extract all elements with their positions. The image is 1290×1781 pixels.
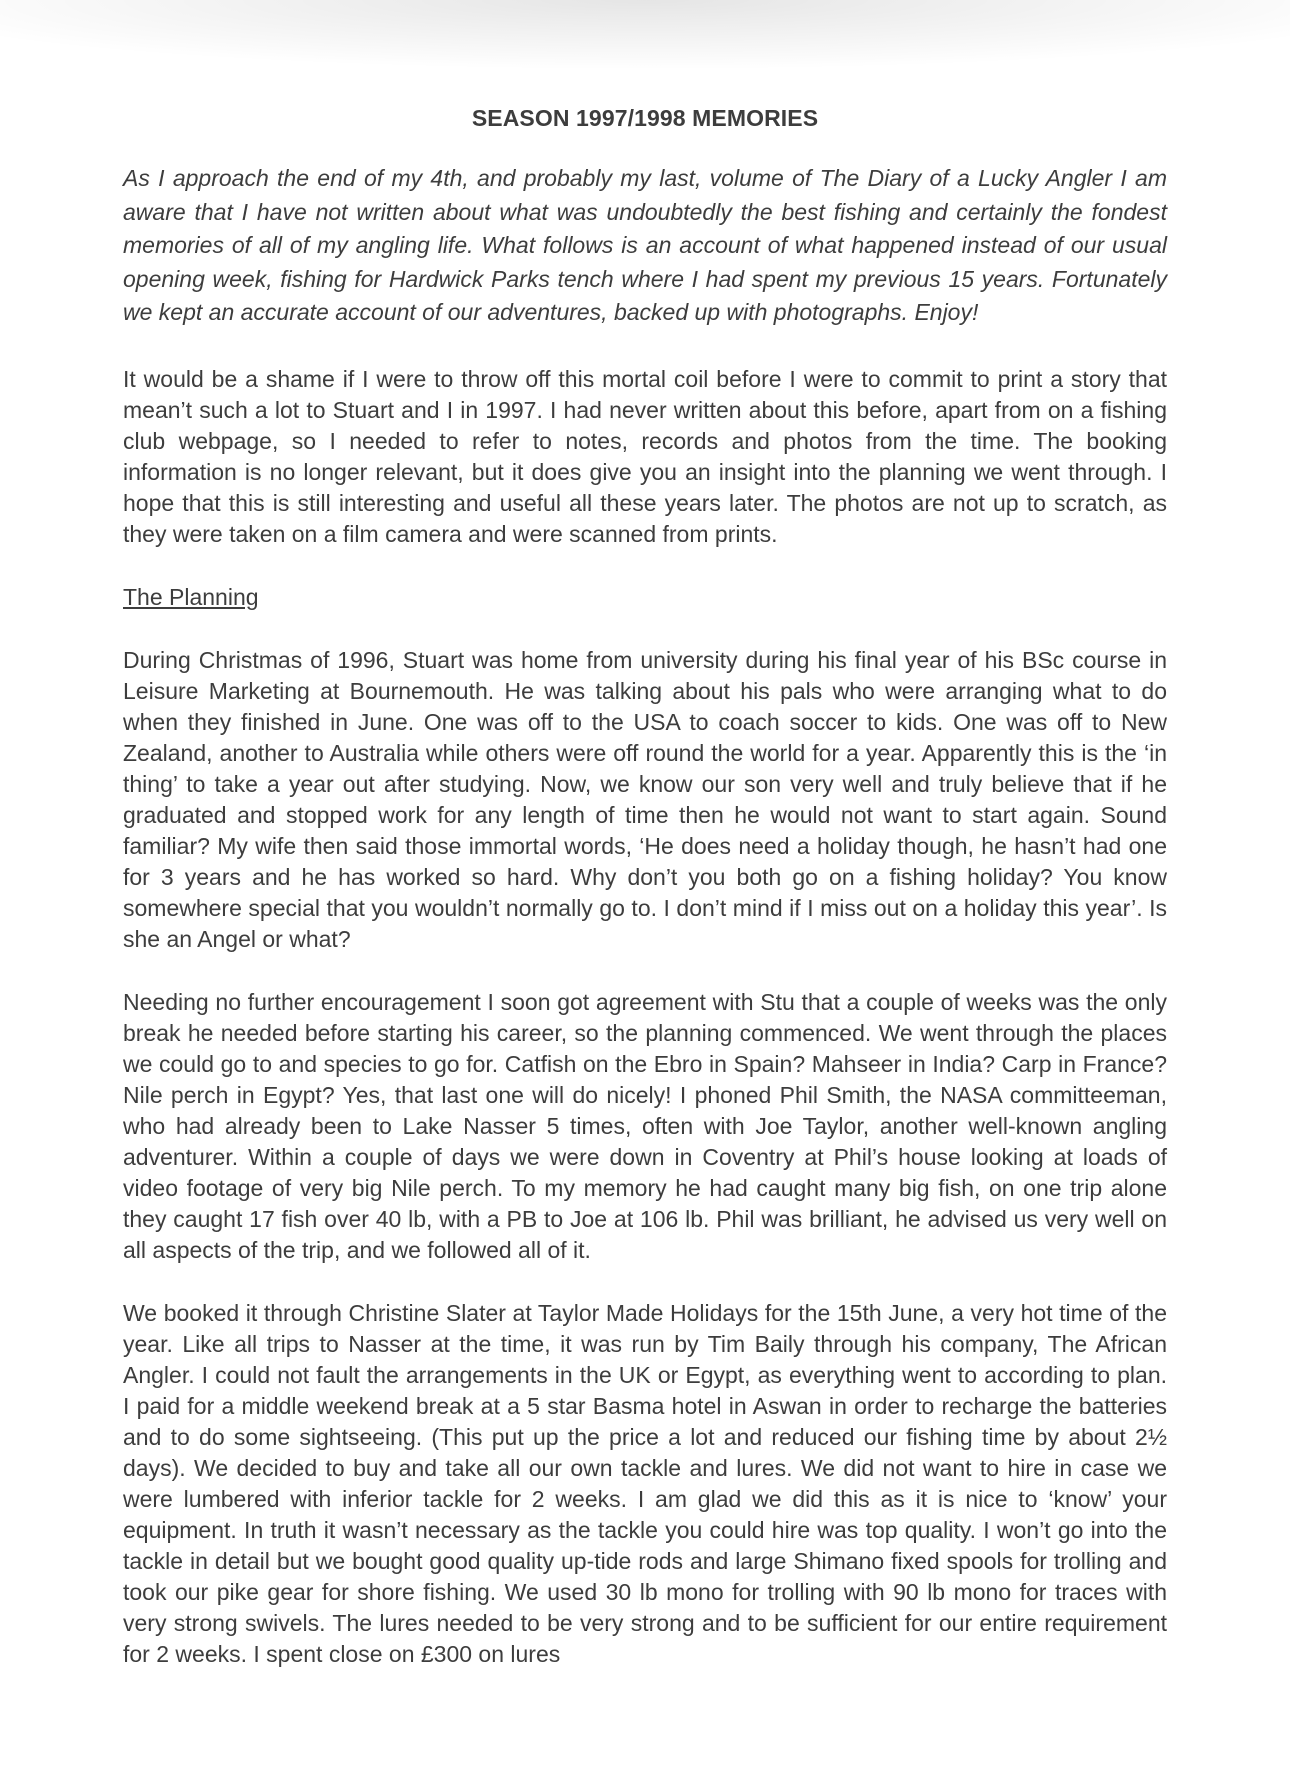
document-page xyxy=(123,104,1167,1702)
document-title: SEASON 1997/1998 MEMORIES xyxy=(471,105,819,131)
body-paragraph-3: Needing no further encouragement I soon got agreement with Stu that a couple of weeks was the only break he needed before starting his career, so the planning commenced. We went through the places we could go to and species to go for. Catfish on the Ebro in Spain? Mahseer in India? Carp in France? Nile perch in Egypt? Yes, that last one will do nicely! I phoned Phil Smith, the NASA committeeman, who had already been to Lake Nasser 5 times, often with Joe Taylor, another well-known angling adventurer. Within a couple of days we were down in Coventry at Phil’s house looking at loads of video footage of very big Nile perch. To my memory he had caught many big fish, on one trip alone they caught 17 fish over 40 lb, with a PB to Joe at 106 lb. Phil was brilliant, he advised us very well on all aspects of the trip, and we followed all of it. xyxy=(123,988,1167,1263)
section-heading: The Planning xyxy=(123,583,259,610)
page-top-shadow xyxy=(0,0,1290,90)
body-paragraph-2: During Christmas of 1996, Stuart was home from university during his final year of his BSc course in Leisure Marketing at Bournemouth. He was talking about his pals who were arranging what to do when they finished in June. One was off to the USA to coach soccer to kids. One was off to New Zealand, another to Australia while others were off round the world for a year. Apparently this is the ‘in thing’ to take a year out after studying. Now, we know our son very well and truly believe that if he graduated and stopped work for any length of time then he would not want to start again. Sound familiar? My wife then said those immortal words, ‘He does need a holiday though, he hasn’t had one for 3 years and he has worked so hard. Why don’t you both go on a fishing holiday? You know somewhere special that you wouldn’t normally go to. I don’t mind if I miss out on a holiday this year’. Is she an Angel or what? xyxy=(123,646,1167,952)
intro-paragraph: As I approach the end of my 4th, and probably my last, volume of The Diary of a Lucky Angler I am aware that I have not written about what was undoubtedly the best fishing and certainly the fondest memories of all of my angling life. What follows is an account of what happened instead of our usual opening week, fishing for Hardwick Parks tench where I had spent my previous 15 years. Fortunately we kept an accurate account of our adventures, backed up with photographs. Enjoy! xyxy=(123,165,1167,325)
body-paragraph-1: It would be a shame if I were to throw off this mortal coil before I were to commit to print a story that mean’t such a lot to Stuart and I in 1997. I had never written about this before, apart from on a fishing club webpage, so I needed to refer to notes, records and photos from the time. The booking information is no longer relevant, but it does give you an insight into the planning we went through. I hope that this is still interesting and useful all these years later. The photos are not up to scratch, as they were taken on a film camera and were scanned from prints. xyxy=(123,365,1167,547)
body-paragraph-4: We booked it through Christine Slater at Taylor Made Holidays for the 15th June, a very hot time of the year. Like all trips to Nasser at the time, it was run by Tim Baily through his company, The African Angler. I could not fault the arrangements in the UK or Egypt, as everything went to according to plan. I paid for a middle weekend break at a 5 star Basma hotel in Aswan in order to recharge the batteries and to do some sightseeing. (This put up the price a lot and reduced our fishing time by about 2½ days). We decided to buy and take all our own tackle and lures. We did not want to hire in case we were lumbered with inferior tackle for 2 weeks. I am glad we did this as it is nice to ‘know’ your equipment. In truth it wasn’t necessary as the tackle you could hire was top quality. I won’t go into the tackle in detail but we bought good quality up-tide rods and large Shimano fixed spools for trolling and took our pike gear for shore fishing. We used 30 lb mono for trolling with 90 lb mono for traces with very strong swivels. The lures needed to be very strong and to be sufficient for our entire requirement for 2 weeks. I spent close on £300 on lures xyxy=(123,1299,1167,1667)
